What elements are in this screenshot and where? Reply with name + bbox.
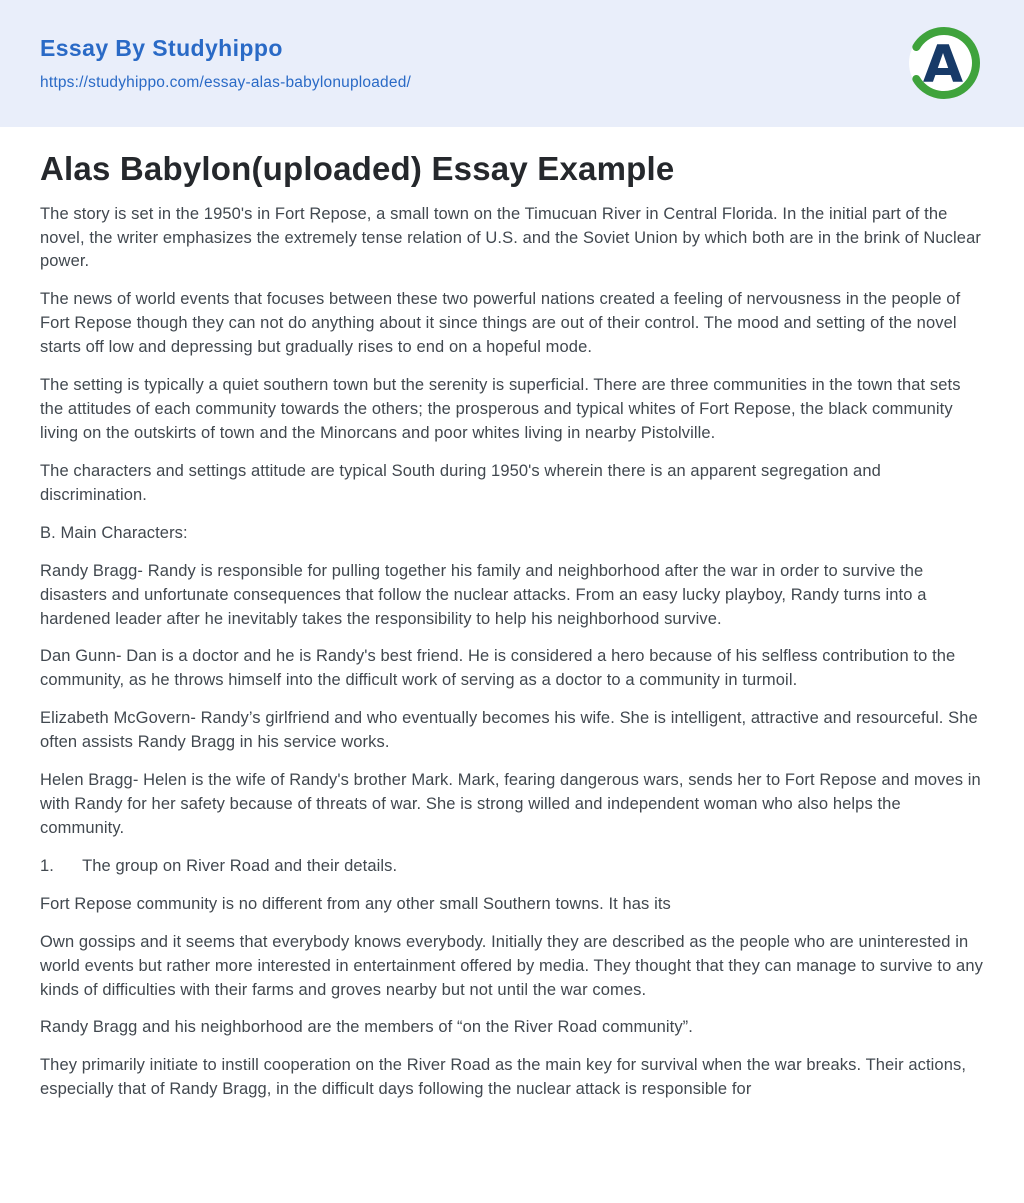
paragraph: The story is set in the 1950's in Fort Repose, a small town on the Timucuan River in Central Florida. In the initial part of the novel, the writer emphasizes the extremely tense relation of U.S. and the Soviet Union by which both are in the brink of Nuclear power. bbox=[40, 204, 981, 271]
paragraph: 1. The group on River Road and their details. bbox=[40, 856, 398, 875]
article bbox=[0, 127, 1024, 1102]
paragraph: Dan Gunn- Dan is a doctor and he is Randy's best friend. He is considered a hero because of his selfless contribution to the community, as he throws himself into the difficult work of serving as a doctor to a community in turmoil. bbox=[40, 647, 956, 690]
paragraph: Helen Bragg- Helen is the wife of Randy's brother Mark. Mark, fearing dangerous wars, sends her to Fort Repose and moves in with Randy for her safety because of threats of war. She is strong willed and independent woman who also helps the community. bbox=[40, 771, 981, 837]
paragraph: Fort Repose community is no different from any other small Southern towns. It has its bbox=[40, 894, 671, 913]
paragraph: They primarily initiate to instill cooperation on the River Road as the main key for survival when the war breaks. Their actions, especially that of Randy Bragg, in the difficult days following the nuclear attack is responsible for bbox=[40, 1056, 967, 1099]
page-url-link[interactable]: https://studyhippo.com/essay-alas-babylonuploaded/ bbox=[40, 74, 412, 91]
paragraph: Elizabeth McGovern- Randy’s girlfriend and who eventually becomes his wife. She is intelligent, attractive and resourceful. She often assists Randy Bragg in his service works. bbox=[40, 709, 978, 752]
paragraph: The setting is typically a quiet southern town but the serenity is superficial. There are three communities in the town that sets the attitudes of each community towards the others; the prosperous and typical whites of Fort Repose, the black community living on the outskirts of town and the Minorcans and poor whites living in nearby Pistolville. bbox=[40, 376, 961, 442]
paragraph: B. Main Characters: bbox=[40, 523, 188, 542]
paragraph: The characters and settings attitude are typical South during 1950's wherein there is an apparent segregation and discrimination. bbox=[40, 461, 881, 504]
paragraph: Own gossips and it seems that everybody knows everybody. Initially they are described as the people who are uninterested in world events but rather more interested in entertainment offered by media. They thought that they can manage to survive to any kinds of difficulties with their farms and groves nearby but not until the war comes. bbox=[40, 932, 983, 999]
studyhippo-logo-icon[interactable] bbox=[904, 24, 984, 104]
logo-letter: A bbox=[922, 34, 964, 95]
header bbox=[0, 0, 1024, 127]
article-body bbox=[40, 203, 984, 1103]
paragraph: The news of world events that focuses between these two powerful nations created a feeling of nervousness in the people of Fort Repose though they can not do anything about it since things are out of their control. The mood and setting of the novel starts off low and depressing but gradually rises to end on a hopeful mode. bbox=[40, 290, 961, 357]
header-text-block bbox=[40, 35, 411, 92]
paragraph: Randy Bragg and his neighborhood are the members of “on the River Road community”. bbox=[40, 1018, 693, 1037]
page-title: Alas Babylon(uploaded) Essay Example bbox=[40, 150, 675, 187]
paragraph: Randy Bragg- Randy is responsible for pulling together his family and neighborhood after the war in order to survive the disasters and unfortunate consequences that follow the nuclear attacks. From an easy lucky playboy, Randy turns into a hardened leader after he inevitably takes the responsibility to help his neighborhood survive. bbox=[40, 561, 927, 628]
site-title: Essay By Studyhippo bbox=[40, 35, 283, 61]
